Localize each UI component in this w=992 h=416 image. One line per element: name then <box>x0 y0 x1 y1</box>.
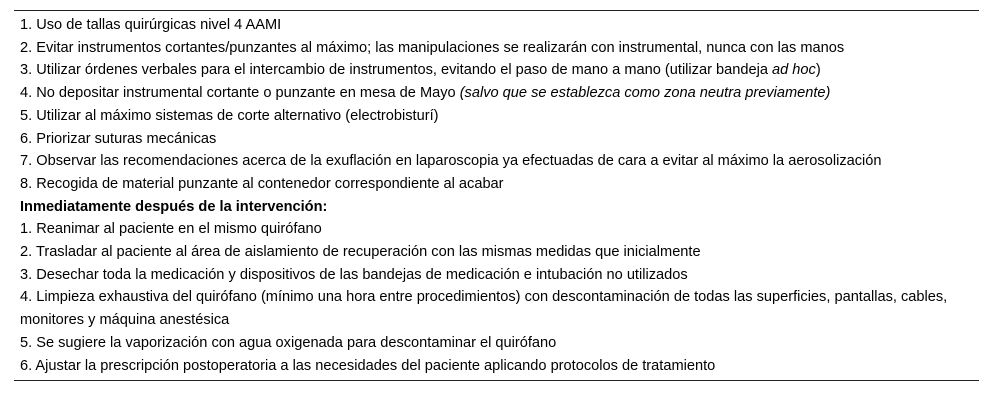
table-row <box>20 150 973 173</box>
table-row <box>20 173 973 196</box>
table-row <box>20 14 973 37</box>
row-text: 2. Evitar instrumentos cortantes/punzantes al máximo; las manipulaciones se realizarán con instrumental, nunca con las manos <box>20 39 845 56</box>
row-text: 2. Trasladar al paciente al área de aislamiento de recuperación con las mismas medidas que inicialmente <box>20 244 701 261</box>
section-heading-text: Inmediatamente después de la intervención: <box>20 198 328 215</box>
row-text: 1. Uso de tallas quirúrgicas nivel 4 AAMI <box>20 17 282 33</box>
table-row <box>20 105 973 128</box>
row-emphasis: ad hoc <box>772 62 816 79</box>
row-text: 4. No depositar instrumental cortante o punzante en mesa de Mayo <box>20 85 460 102</box>
table-row <box>20 241 973 264</box>
row-text: 1. Reanimar al paciente en el mismo quirófano <box>20 221 322 238</box>
row-text: 6. Priorizar suturas mecánicas <box>20 130 217 147</box>
table-row <box>20 82 973 105</box>
row-text: 6. Ajustar la prescripción postoperatoria a las necesidades del paciente aplicando protocolos de tratamiento <box>20 357 716 374</box>
table-row <box>20 218 973 241</box>
table-row <box>20 264 973 287</box>
row-text: 5. Se sugiere la vaporización con agua oxigenada para descontaminar el quirófano <box>20 334 557 351</box>
section-heading <box>20 196 973 219</box>
row-text: 7. Observar las recomendaciones acerca de la exuflación en laparoscopia ya efectuadas de cara a evitar al máximo la aerosolización <box>20 153 882 170</box>
row-emphasis: (salvo que se establezca como zona neutra previamente) <box>459 85 831 102</box>
row-text: 3. Desechar toda la medicación y dispositivos de las bandejas de medicación e intubación no utilizados <box>20 266 688 283</box>
row-text: 5. Utilizar al máximo sistemas de corte alternativo (electrobisturí) <box>20 107 439 124</box>
table-row <box>20 59 973 82</box>
row-text-after: ) <box>815 62 821 79</box>
row-text: 4. Limpieza exhaustiva del quirófano (mínimo una hora entre procedimientos) con descontaminación de todas las superficies, pantallas, cables, monitores y máquina anestésica <box>20 289 948 329</box>
table-row <box>20 286 973 331</box>
table-row <box>20 37 973 60</box>
row-text: 3. Utilizar órdenes verbales para el intercambio de instrumentos, evitando el paso de mano a mano (utilizar bandeja <box>20 62 772 79</box>
row-text: 8. Recogida de material punzante al contenedor correspondiente al acabar <box>20 175 504 192</box>
table-row <box>20 332 973 355</box>
protocol-table <box>14 10 979 381</box>
table-row <box>20 128 973 151</box>
protocol-rows <box>14 11 979 380</box>
table-row <box>20 355 973 378</box>
